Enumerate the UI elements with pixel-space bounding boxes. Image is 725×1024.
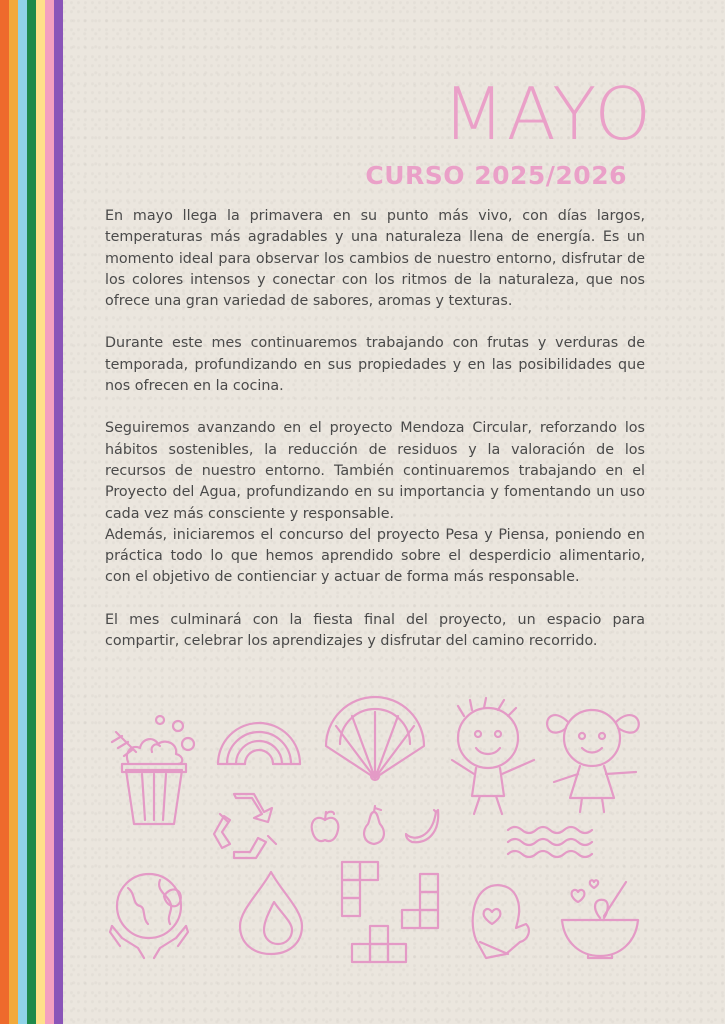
page-title: MAYO [442,72,653,156]
food-waste-bin-icon [108,712,198,832]
rainbow-stripes [0,0,63,1024]
body-text [105,206,645,652]
apple-icon [310,810,340,844]
boy-drawing-icon [444,700,544,816]
stripe-blue [18,0,27,1024]
stripe-orange [0,0,9,1024]
paragraph-projects: Seguiremos avanzando en el proyecto Mendoza Circular, reforzando los hábitos sostenibles, la reducción de residuos y la valoración de los recursos de nuestro entorno. También continuaremos trabajando en el Proyecto del Agua, profundizando en su importancia y fomentando un uso cada vez más consciente y responsable. [105,420,645,522]
recycle-icon [206,792,282,862]
banana-icon [404,808,440,844]
mixing-bowl-icon [560,876,640,960]
hand-fan-icon [322,708,428,784]
blocks-icon [338,858,442,962]
stripe-yellow [36,0,45,1024]
earth-in-hands-icon [108,868,190,960]
stripe-pink [45,0,54,1024]
stripe-green [27,0,36,1024]
water-waves-icon [506,822,596,864]
paragraph-fruits: Durante este mes continuaremos trabajando con frutas y verduras de temporada, profundizando en sus propiedades y en las posibilidades que nos ofrecen en la cocina. [105,335,645,395]
paragraph-contest: Además, iniciaremos el concurso del proyecto Pesa y Piensa, poniendo en práctica todo lo que hemos aprendido sobre el desperdicio alimentario, con el objetivo de contienciar y actuar de forma más responsable. [105,526,645,586]
girl-drawing-icon [540,698,646,814]
water-drop-icon [234,868,308,958]
pear-icon [360,806,388,846]
rainbow-icon [214,708,304,768]
paragraph-intro: En mayo llega la primavera en su punto más vivo, con días largos, temperaturas más agradables y una naturaleza llena de energía. Es un momento ideal para observar los cambios de nuestro entorno, disfrutar de los colores intensos y conectar con los ritmos de la naturaleza, que nos ofrece una gran variedad de sabores, aromas y texturas. [105,208,645,310]
oven-mitt-icon [466,880,532,960]
page-subtitle: CURSO 2025/2026 [365,161,627,190]
stripe-purple [54,0,63,1024]
stripe-amber [9,0,18,1024]
paragraph-closing: El mes culminará con la fiesta final del proyecto, un espacio para compartir, celebrar los aprendizajes y disfrutar del camino recorrido. [105,611,645,650]
